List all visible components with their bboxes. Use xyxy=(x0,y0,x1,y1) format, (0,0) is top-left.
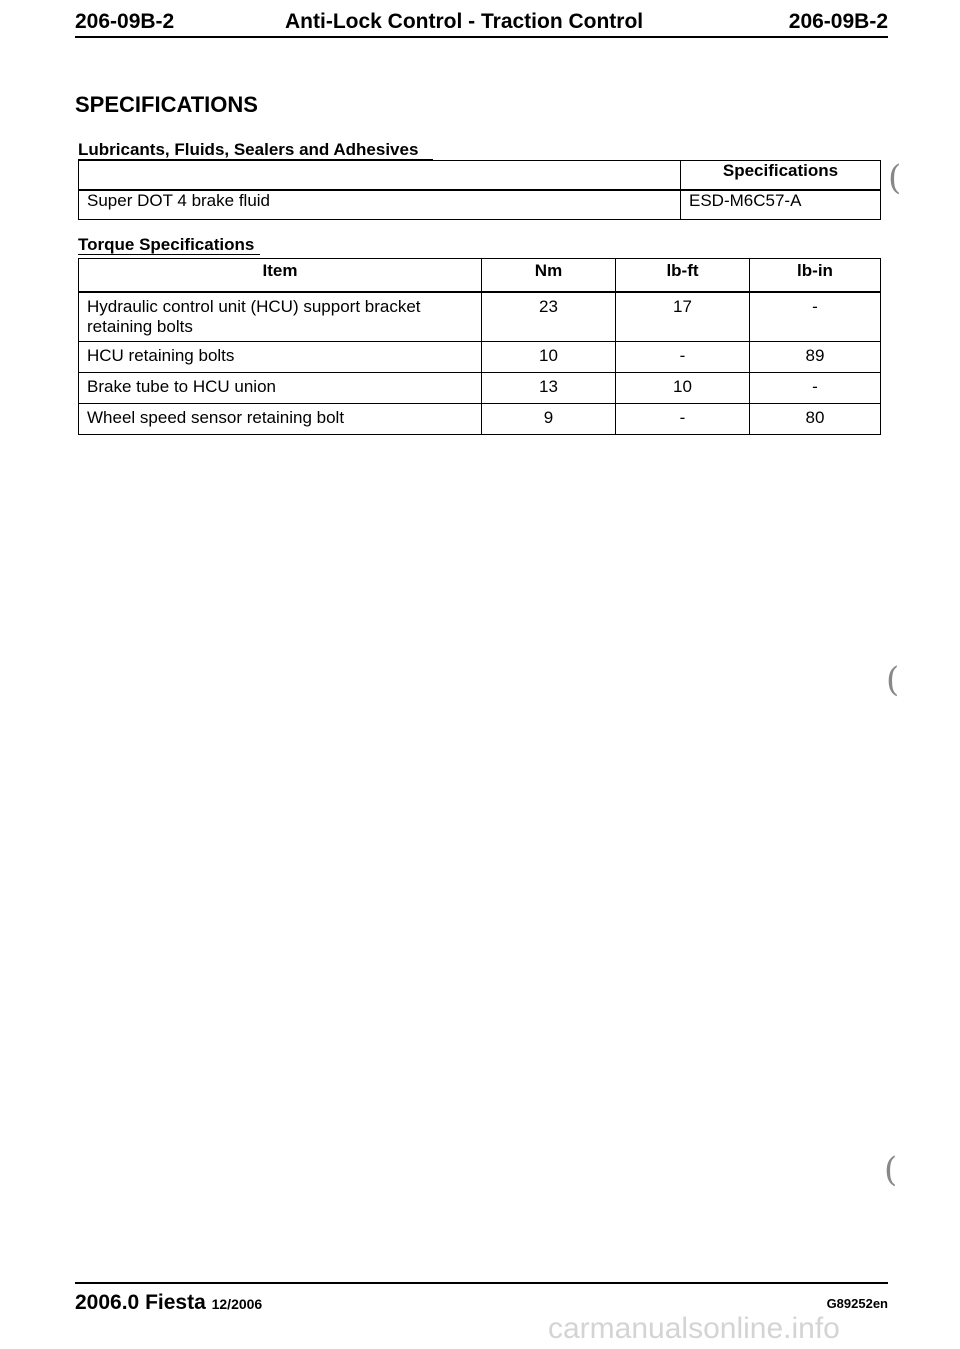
header-section-code-right: 206-09B-2 xyxy=(788,10,888,33)
header-rule xyxy=(75,36,888,38)
section-title: SPECIFICATIONS xyxy=(75,92,258,117)
torque-nm: 13 xyxy=(482,373,616,404)
bottom-watermark: carmanualsonline.info xyxy=(548,1312,840,1345)
footer-model xyxy=(75,1291,262,1315)
specifications-header: Specifications xyxy=(681,161,881,191)
table-row xyxy=(79,190,881,220)
torque-item: Hydraulic control unit (HCU) support bracket retaining bolts xyxy=(79,292,482,342)
torque-lbft: - xyxy=(616,342,750,373)
blank-header-cell xyxy=(79,161,681,191)
lubricants-heading: Lubricants, Fluids, Sealers and Adhesives xyxy=(78,141,433,160)
torque-nm: 23 xyxy=(482,292,616,342)
torque-lbft: - xyxy=(616,404,750,435)
torque-item: Wheel speed sensor retaining bolt xyxy=(79,404,482,435)
table-header-row xyxy=(79,161,881,191)
torque-lbft: 10 xyxy=(616,373,750,404)
scan-bracket-mark: ( xyxy=(888,158,902,198)
footer-code: G89252en xyxy=(826,1296,888,1311)
torque-lbft: 17 xyxy=(616,292,750,342)
table-header-row xyxy=(79,259,881,293)
torque-item: Brake tube to HCU union xyxy=(79,373,482,404)
footer-date: 12/2006 xyxy=(211,1296,263,1312)
table-row xyxy=(79,404,881,435)
torque-lbin: 89 xyxy=(750,342,881,373)
table-row xyxy=(79,342,881,373)
torque-heading: Torque Specifications xyxy=(78,236,260,255)
header-section-code-left: 206-09B-2 xyxy=(75,10,175,33)
torque-table xyxy=(78,258,881,435)
col-nm-header: Nm xyxy=(482,259,616,293)
torque-lbin: - xyxy=(750,373,881,404)
table-row xyxy=(79,292,881,342)
lubricant-item: Super DOT 4 brake fluid xyxy=(79,190,681,220)
header-title: Anti-Lock Control - Traction Control xyxy=(285,10,644,33)
page-header xyxy=(75,6,888,36)
footer-rule xyxy=(75,1282,888,1284)
torque-nm: 10 xyxy=(482,342,616,373)
torque-lbin: 80 xyxy=(750,404,881,435)
scan-bracket-mark: ( xyxy=(886,660,900,700)
col-lbft-header: lb-ft xyxy=(616,259,750,293)
lubricant-spec: ESD-M6C57-A xyxy=(681,190,881,220)
lubricants-table xyxy=(78,160,881,220)
table-row xyxy=(79,373,881,404)
col-lbin-header: lb-in xyxy=(750,259,881,293)
torque-item: HCU retaining bolts xyxy=(79,342,482,373)
scan-bracket-mark: ( xyxy=(884,1150,898,1190)
torque-lbin: - xyxy=(750,292,881,342)
torque-nm: 9 xyxy=(482,404,616,435)
footer-model-name: 2006.0 Fiesta xyxy=(75,1291,206,1314)
col-item-header: Item xyxy=(79,259,482,293)
